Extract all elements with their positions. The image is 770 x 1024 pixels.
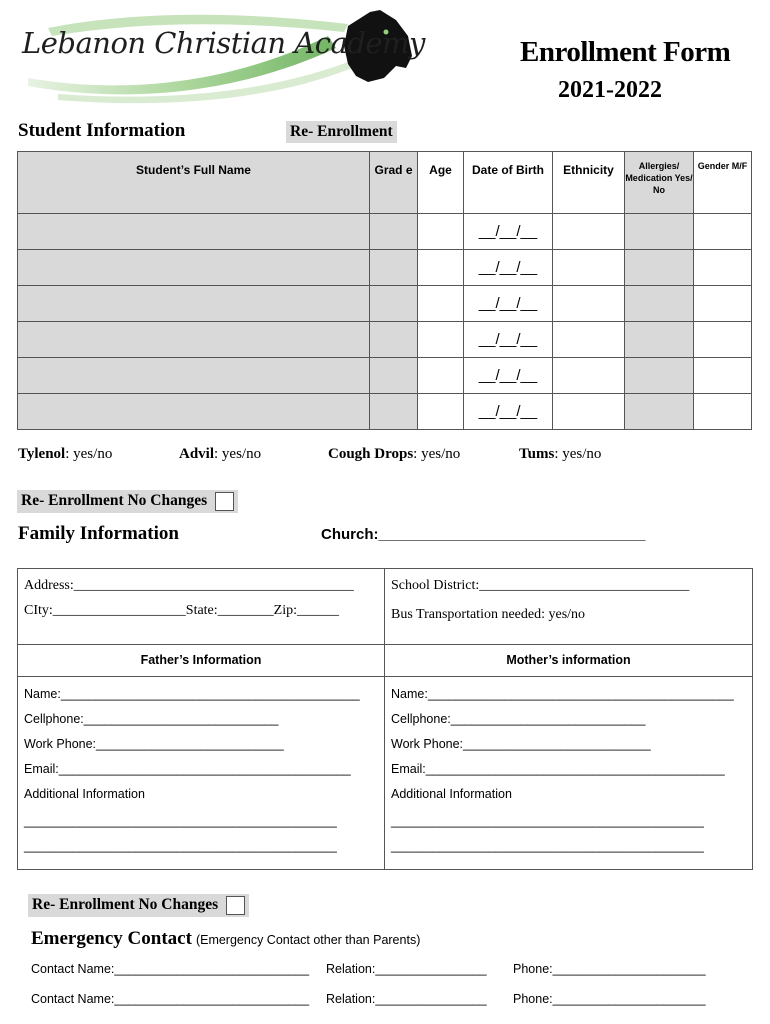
dob-cell[interactable]: __/__/__ — [464, 214, 553, 250]
family-divider-2 — [18, 676, 752, 677]
gender-cell[interactable] — [694, 286, 752, 322]
contact-1-name-field[interactable]: Contact Name:____________________________ — [31, 962, 310, 976]
father-additional-line-2[interactable]: _____________________________________________ — [24, 839, 337, 853]
family-info-box — [17, 568, 753, 870]
dob-cell[interactable]: __/__/__ — [464, 286, 553, 322]
tylenol-value[interactable]: : yes/no — [65, 446, 113, 462]
gender-cell[interactable] — [694, 322, 752, 358]
age-cell[interactable] — [418, 322, 464, 358]
grade-cell[interactable] — [370, 322, 418, 358]
col-ethnicity: Ethnicity — [553, 152, 625, 214]
tylenol-label: Tylenol — [18, 446, 66, 462]
grade-cell[interactable] — [370, 250, 418, 286]
father-additional-label: Additional Information — [24, 787, 145, 801]
mother-info-heading: Mother’s information — [506, 653, 631, 667]
address-field[interactable]: Address:________________________________________ — [24, 578, 354, 593]
student-row — [18, 394, 752, 430]
grade-cell[interactable] — [370, 214, 418, 250]
dob-cell[interactable]: __/__/__ — [464, 394, 553, 430]
emergency-no-changes — [28, 894, 249, 917]
father-email-field[interactable]: Email:__________________________________________ — [24, 762, 351, 776]
gender-cell[interactable] — [694, 394, 752, 430]
bus-transportation-field[interactable]: Bus Transportation needed: yes/no — [391, 607, 586, 622]
cough-drops-value[interactable]: : yes/no — [413, 446, 461, 462]
family-no-changes — [17, 490, 238, 513]
student-row — [18, 250, 752, 286]
form-title: Enrollment Form — [520, 36, 731, 68]
age-cell[interactable] — [418, 358, 464, 394]
city-state-zip-field[interactable]: CIty:___________________State:________Zip:______ — [24, 603, 339, 618]
tylenol-question — [18, 446, 112, 463]
col-allergies: Allergies/ Medication Yes/ No — [625, 152, 694, 214]
form-year: 2021-2022 — [558, 77, 662, 103]
name-cell[interactable] — [18, 322, 370, 358]
dob-cell[interactable]: __/__/__ — [464, 358, 553, 394]
ethnicity-cell[interactable] — [553, 214, 625, 250]
col-age: Age — [418, 152, 464, 214]
contact-1-relation-field[interactable]: Relation:________________ — [326, 962, 487, 976]
student-table-header — [18, 152, 752, 214]
name-cell[interactable] — [18, 286, 370, 322]
age-cell[interactable] — [418, 286, 464, 322]
contact-2-relation-field[interactable]: Relation:________________ — [326, 992, 487, 1006]
father-cellphone-field[interactable]: Cellphone:____________________________ — [24, 712, 279, 726]
family-info-heading: Family Information — [18, 523, 179, 544]
mother-additional-line-1[interactable]: _____________________________________________ — [391, 814, 704, 828]
contact-2-phone-field[interactable]: Phone:______________________ — [513, 992, 706, 1006]
advil-question — [179, 446, 261, 463]
mother-name-field[interactable]: Name:____________________________________________ — [391, 687, 734, 701]
father-info-heading: Father’s Information — [140, 653, 262, 667]
allergies-cell[interactable] — [625, 214, 694, 250]
allergies-cell[interactable] — [625, 394, 694, 430]
advil-label: Advil — [179, 446, 215, 462]
emergency-heading-row — [31, 928, 420, 950]
ethnicity-cell[interactable] — [553, 322, 625, 358]
father-additional-line-1[interactable]: _____________________________________________ — [24, 814, 337, 828]
mother-additional-label: Additional Information — [391, 787, 512, 801]
contact-1-phone-field[interactable]: Phone:______________________ — [513, 962, 706, 976]
grade-cell[interactable] — [370, 286, 418, 322]
dob-cell[interactable]: __/__/__ — [464, 250, 553, 286]
ethnicity-cell[interactable] — [553, 394, 625, 430]
ethnicity-cell[interactable] — [553, 358, 625, 394]
church-field[interactable]: Church:________________________________ — [321, 526, 646, 543]
advil-value[interactable]: : yes/no — [214, 446, 262, 462]
cough-drops-label: Cough Drops — [328, 446, 414, 462]
allergies-cell[interactable] — [625, 250, 694, 286]
student-row — [18, 358, 752, 394]
ethnicity-cell[interactable] — [553, 250, 625, 286]
mother-cellphone-field[interactable]: Cellphone:____________________________ — [391, 712, 646, 726]
student-row — [18, 322, 752, 358]
name-cell[interactable] — [18, 394, 370, 430]
mother-work-phone-field[interactable]: Work Phone:___________________________ — [391, 737, 651, 751]
mother-additional-line-2[interactable]: _____________________________________________ — [391, 839, 704, 853]
age-cell[interactable] — [418, 250, 464, 286]
father-name-field[interactable]: Name:___________________________________________ — [24, 687, 360, 701]
col-gender: Gender M/F — [694, 152, 752, 214]
student-info-heading: Student Information — [18, 120, 186, 141]
col-dob: Date of Birth — [464, 152, 553, 214]
col-full-name: Student’s Full Name — [18, 152, 370, 214]
ethnicity-cell[interactable] — [553, 286, 625, 322]
emergency-no-changes-checkbox[interactable] — [226, 896, 245, 915]
family-no-changes-label: Re- Enrollment No Changes — [21, 492, 208, 510]
tums-label: Tums — [519, 446, 555, 462]
dob-cell[interactable]: __/__/__ — [464, 322, 553, 358]
school-district-field[interactable]: School District:______________________________ — [391, 578, 690, 593]
name-cell[interactable] — [18, 214, 370, 250]
emergency-no-changes-label: Re- Enrollment No Changes — [32, 896, 219, 914]
cough-drops-question — [328, 446, 460, 463]
name-cell[interactable] — [18, 358, 370, 394]
allergies-cell[interactable] — [625, 358, 694, 394]
allergies-cell[interactable] — [625, 286, 694, 322]
family-no-changes-checkbox[interactable] — [215, 492, 234, 511]
grade-cell[interactable] — [370, 358, 418, 394]
family-divider-vertical — [384, 569, 385, 869]
emergency-heading: Emergency Contact — [31, 928, 192, 949]
student-table — [17, 151, 752, 430]
age-cell[interactable] — [418, 214, 464, 250]
emergency-subheading: (Emergency Contact other than Parents) — [195, 933, 421, 947]
student-row — [18, 286, 752, 322]
father-work-phone-field[interactable]: Work Phone:___________________________ — [24, 737, 284, 751]
name-cell[interactable] — [18, 250, 370, 286]
gender-cell[interactable] — [694, 214, 752, 250]
col-grade: Grad e — [370, 152, 418, 214]
gender-cell[interactable] — [694, 250, 752, 286]
tums-value[interactable]: : yes/no — [554, 446, 602, 462]
re-enrollment-tag: Re- Enrollment — [286, 121, 397, 143]
logo-text: Lebanon Christian Academy — [22, 26, 425, 60]
family-divider-1 — [18, 644, 752, 645]
contact-2-name-field[interactable]: Contact Name:____________________________ — [31, 992, 310, 1006]
student-row — [18, 214, 752, 250]
allergies-cell[interactable] — [625, 322, 694, 358]
tums-question — [519, 446, 601, 463]
age-cell[interactable] — [418, 394, 464, 430]
gender-cell[interactable] — [694, 358, 752, 394]
grade-cell[interactable] — [370, 394, 418, 430]
mother-email-field[interactable]: Email:___________________________________________ — [391, 762, 725, 776]
